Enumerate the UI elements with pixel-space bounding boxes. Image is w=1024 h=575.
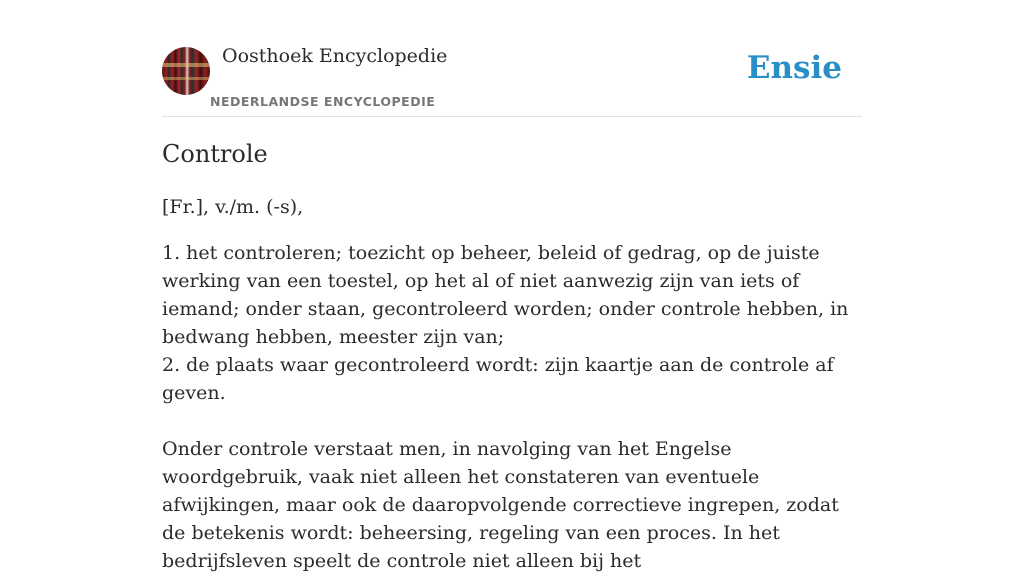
site-header [162, 0, 862, 117]
ensie-brand-logo[interactable]: Ensie [746, 50, 842, 86]
article-paragraph: Onder controle verstaat men, in navolging van het Engelse woordgebruik, vaak niet alleen het constateren van eventuele afwijkingen, maar ook de daaropvolgende correctieve ingrepen, zodat de betekenis wordt: beheersing, regeling van een proces. In het bedrijfsleven speelt de controle niet alleen bij het [162, 438, 839, 572]
definition-2: 2. de plaats waar gecontroleerd wordt: zijn kaartje aan de controle af geven. [162, 354, 834, 404]
article-body [162, 193, 862, 575]
site-subtitle: NEDERLANDSE ENCYCLOPEDIE [210, 94, 436, 109]
site-logo-image[interactable] [162, 47, 210, 95]
article-title: Controle [162, 140, 268, 168]
site-title-link[interactable]: Oosthoek Encyclopedie [222, 45, 448, 67]
page [162, 0, 862, 572]
etymology: [Fr.], v./m. (-s), [162, 196, 304, 218]
definition-1: 1. het controleren; toezicht op beheer, beleid of gedrag, op de juiste werking van een toestel, op het al of niet aanwezig zijn van iets of iemand; onder staan, gecontroleerd worden; onder controle hebben, in bedwang hebben, meester zijn van; [162, 242, 849, 348]
